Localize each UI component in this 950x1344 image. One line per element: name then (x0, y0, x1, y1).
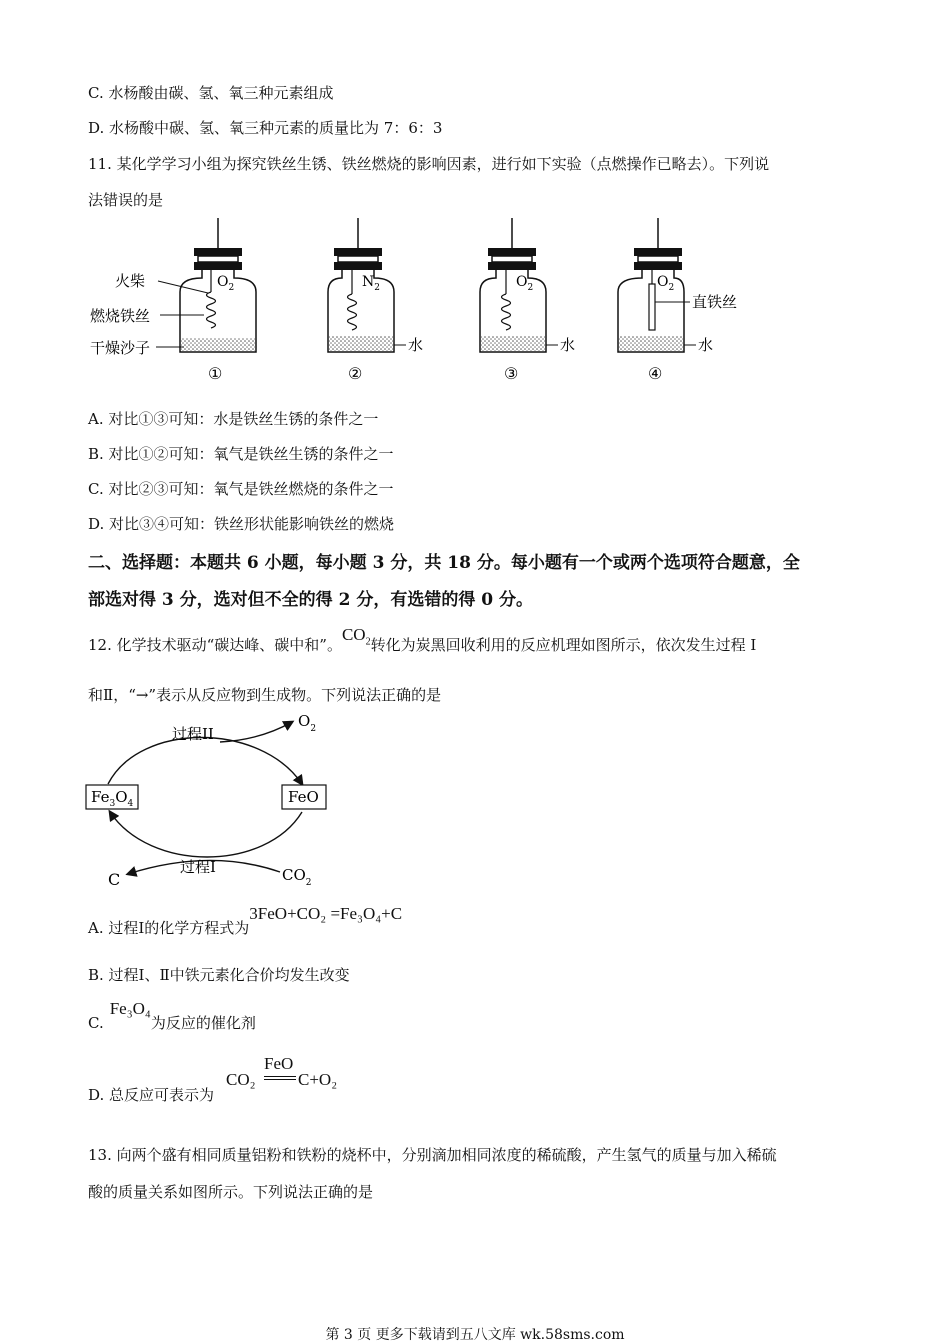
q12-option-d-text: D. 总反应可表示为 (88, 1086, 215, 1104)
section2-header-line1: 二、选择题：本题共 6 小题，每小题 3 分，共 18 分。每小题有一个或两个选项符合题意，全 (88, 553, 800, 573)
q12-option-c-label: C. (88, 1014, 104, 1032)
gas-label-4: $O_2$ (657, 274, 675, 293)
number-2: ② (348, 364, 363, 383)
q12-option-b: B. 过程Ⅰ、Ⅱ中铁元素化合价均发生改变 (88, 966, 350, 984)
q12-option-a (88, 904, 403, 938)
q13-stem-line2: 酸的质量关系如图所示。下列说法正确的是 (88, 1183, 374, 1201)
process2-label: 过程II (172, 725, 214, 743)
q12-option-a-text: A. 过程Ⅰ的化学方程式为 (88, 919, 250, 937)
label-dry-sand: 干燥沙子 (90, 339, 151, 357)
feo-label: FeO (288, 788, 319, 806)
water-label-4: 水 (698, 336, 714, 354)
q12-stem-co2: $CO_2$ (341, 625, 371, 648)
q13-stem-line1: 13. 向两个盛有相同质量铝粉和铁粉的烧杯中，分别滴加相同浓度的稀硫酸，产生氢气的质量与加入稀硫 (88, 1146, 777, 1164)
label-burning-wire: 燃烧铁丝 (90, 307, 151, 325)
gas-label-3: $O_2$ (516, 274, 534, 293)
q12-stem-part1: 12. 化学技术驱动“碳达峰、碳中和”。 (88, 636, 342, 654)
water-label-3: 水 (560, 336, 576, 354)
q12-stem-part2: 转化为炭黑回收利用的反应机理如图所示，依次发生过程 I (370, 636, 757, 654)
q12-cycle-figure (80, 712, 340, 894)
q11-option-a: A. 对比①③可知：水是铁丝生锈的条件之一 (88, 410, 379, 428)
option-c-prev: C. 水杨酸由碳、氢、氧三种元素组成 (88, 84, 334, 102)
option-d-prev: D. 水杨酸中碳、氢、氧三种元素的质量比为 7：6：3 (88, 119, 443, 137)
q12-option-a-formula: 3FeO+CO₂ =Fe₃O₄+C (249, 904, 403, 923)
q11-option-c: C. 对比②③可知：氧气是铁丝燃烧的条件之一 (88, 480, 394, 498)
q12-stem-line1 (88, 625, 757, 657)
o2-label: $O_2$ (298, 712, 317, 734)
q12-stem-line2: 和Ⅱ，“→”表示从反应物到生成物。下列说法正确的是 (88, 686, 442, 704)
gas-label-2: $N_2$ (362, 274, 380, 293)
gas-label-1: $O_2$ (217, 274, 235, 293)
q12-option-c-formula: Fe₃O₄ (109, 999, 151, 1018)
c-label: C (108, 870, 121, 889)
number-3: ③ (504, 364, 519, 383)
eq-left: CO₂ (226, 1070, 256, 1089)
q11-stem-line1: 11. 某化学学习小组为探究铁丝生锈、铁丝燃烧的影响因素，进行如下实验（点燃操作已略去）。下列说 (88, 155, 770, 173)
jar-3 (480, 218, 575, 383)
upper-arc (108, 738, 302, 785)
o2-branch (220, 722, 292, 742)
q11-experiment-figure (80, 212, 760, 392)
q12-option-d-equation (226, 1054, 366, 1094)
section2-header-line2: 部选对得 3 分，选对但不全的得 2 分，有选错的得 0 分。 (88, 590, 533, 610)
co2-label: $CO_2$ (282, 866, 312, 888)
page-footer: 第 3 页 更多下载请到五八文库 wk.58sms.com (325, 1327, 625, 1343)
eq-double-line (264, 1076, 296, 1080)
label-match: 火柴 (115, 272, 146, 290)
process1-label: 过程I (180, 858, 216, 876)
label-straight-wire: 直铁丝 (692, 293, 738, 311)
q12-option-d (88, 1084, 214, 1105)
number-1: ① (208, 364, 223, 383)
eq-catalyst: FeO (264, 1054, 294, 1073)
jar-2 (328, 218, 423, 383)
q11-stem-line2: 法错误的是 (88, 191, 164, 209)
q12-option-c-text: 为反应的催化剂 (150, 1014, 256, 1032)
lower-arc (110, 812, 302, 857)
jar-1 (156, 218, 256, 383)
q11-option-b: B. 对比①②可知：氧气是铁丝生锈的条件之一 (88, 445, 394, 463)
fe3o4-label: $Fe_3O_4$ (91, 788, 134, 809)
q12-option-c (88, 999, 256, 1033)
eq-right: C+O₂ (298, 1070, 338, 1089)
number-4: ④ (648, 364, 663, 383)
water-label-2: 水 (408, 336, 424, 354)
jar-4 (618, 218, 737, 383)
q11-option-d: D. 对比③④可知：铁丝形状能影响铁丝的燃烧 (88, 515, 395, 533)
